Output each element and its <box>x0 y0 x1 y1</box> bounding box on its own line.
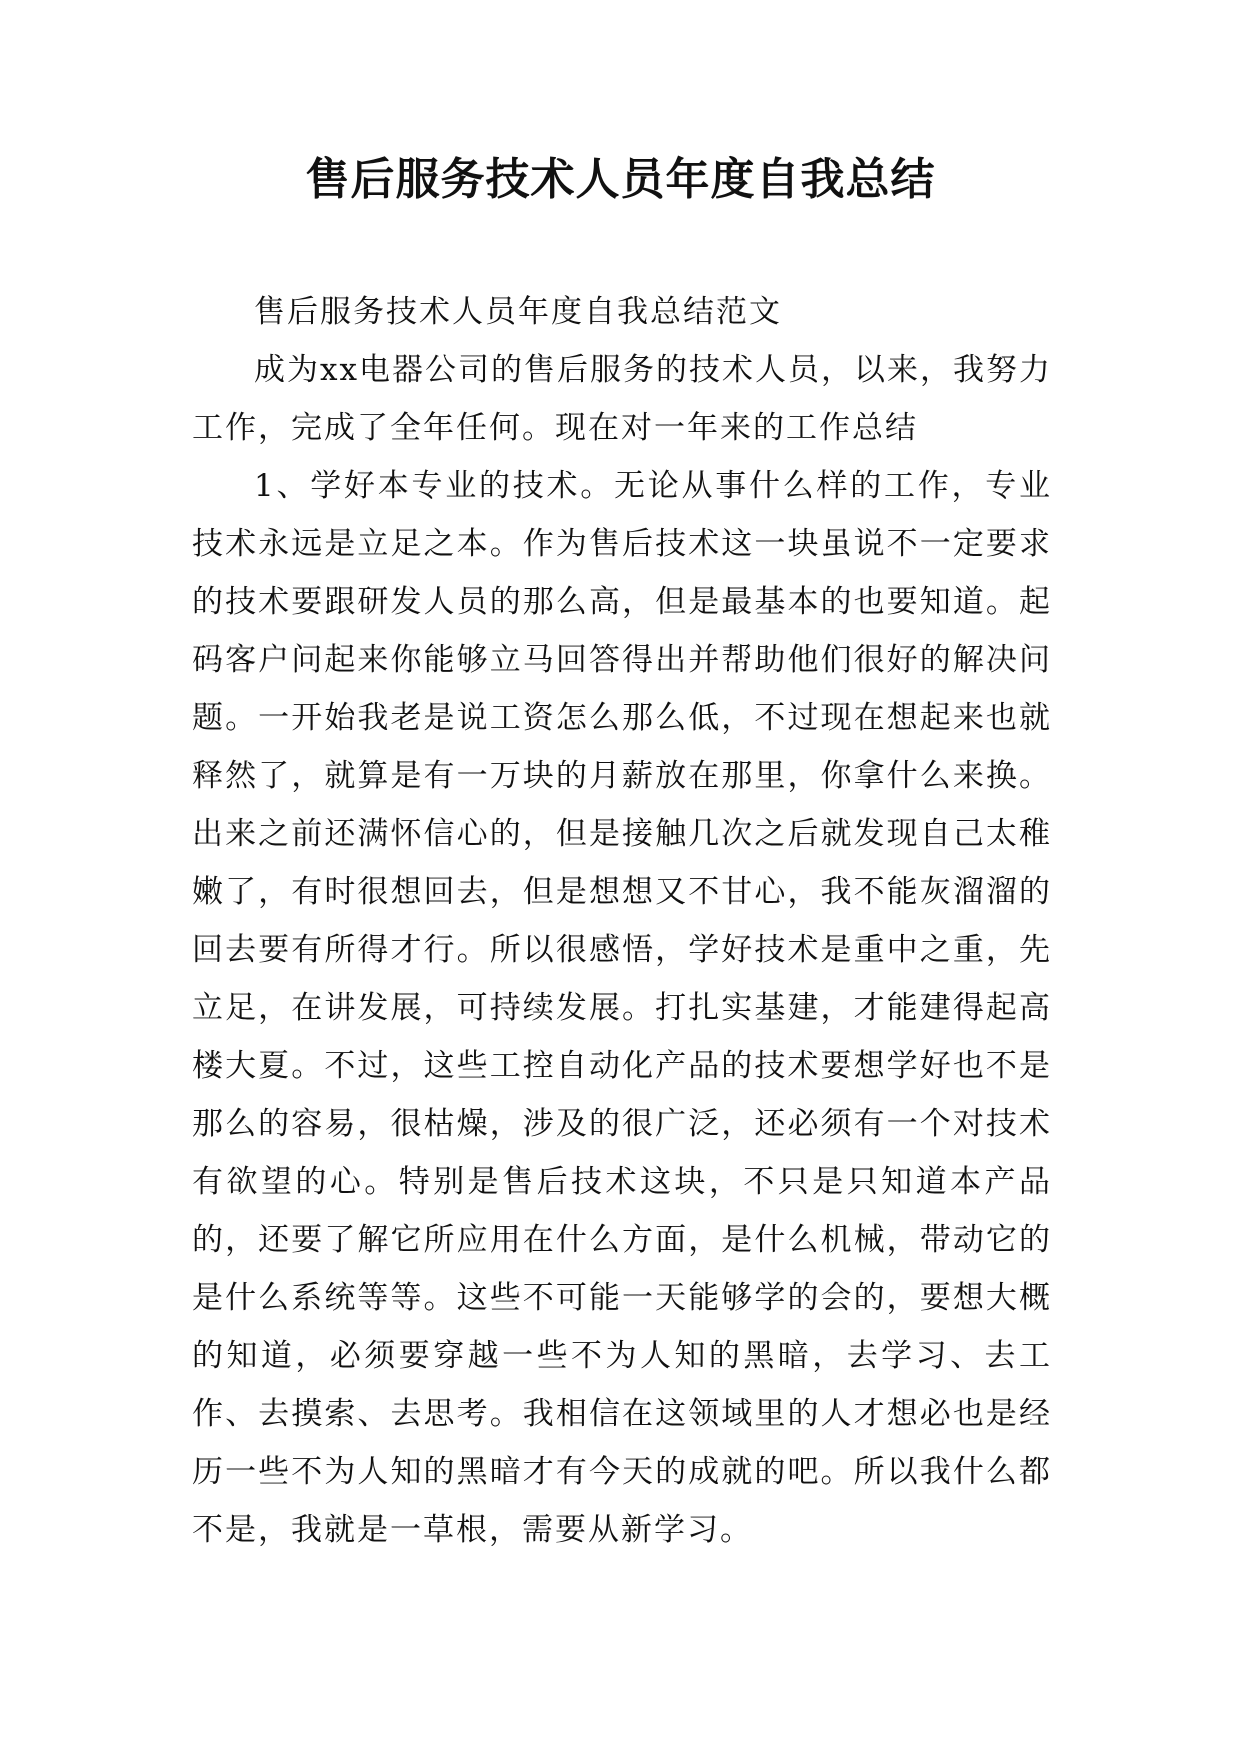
document-title: 售后服务技术人员年度自我总结 <box>305 154 936 205</box>
section-1-paragraph: 1、学好本专业的技术。无论从事什么样的工作，专业技术永远是立足之本。作为售后技术这一块虽说不一定要求的技术要跟研发人员的那么高，但是最基本的也要知道。起码客户问起来你能够立马回答得出并帮助他们很好的解决问题。一开始我老是说工资怎么那么低，不过现在想起来也就释然了，就算是有一万块的月薪放在那里，你拿什么来换。出来之前还满怀信心的，但是接触几次之后就发现自己太稚嫩了，有时很想回去，但是想想又不甘心，我不能灰溜溜的回去要有所得才行。所以很感悟，学好技术是重中之重，先立足，在讲发展，可持续发展。打扎实基建，才能建得起高楼大夏。不过，这些工控自动化产品的技术要想学好也不是那么的容易，很枯燥，涉及的很广泛，还必须有一个对技术有欲望的心。特别是售后技术这块，不只是只知道本产品的，还要了解它所应用在什么方面，是什么机械，带动它的是什么系统等等。这些不可能一天能够学的会的，要想大概的知道，必须要穿越一些不为人知的黑暗，去学习、去工作、去摸索、去思考。我相信在这领域里的人才想必也是经历一些不为人知的黑暗才有今天的成就的吧。所以我什么都不是，我就是一草根，需要从新学习。 <box>192 468 1052 1548</box>
intro-paragraph: 成为xx电器公司的售后服务的技术人员，以来，我努力工作，完成了全年任何。现在对一年来的工作总结 <box>192 352 1052 446</box>
document-body <box>192 283 1052 1559</box>
subtitle-paragraph: 售后服务技术人员年度自我总结范文 <box>254 294 782 330</box>
